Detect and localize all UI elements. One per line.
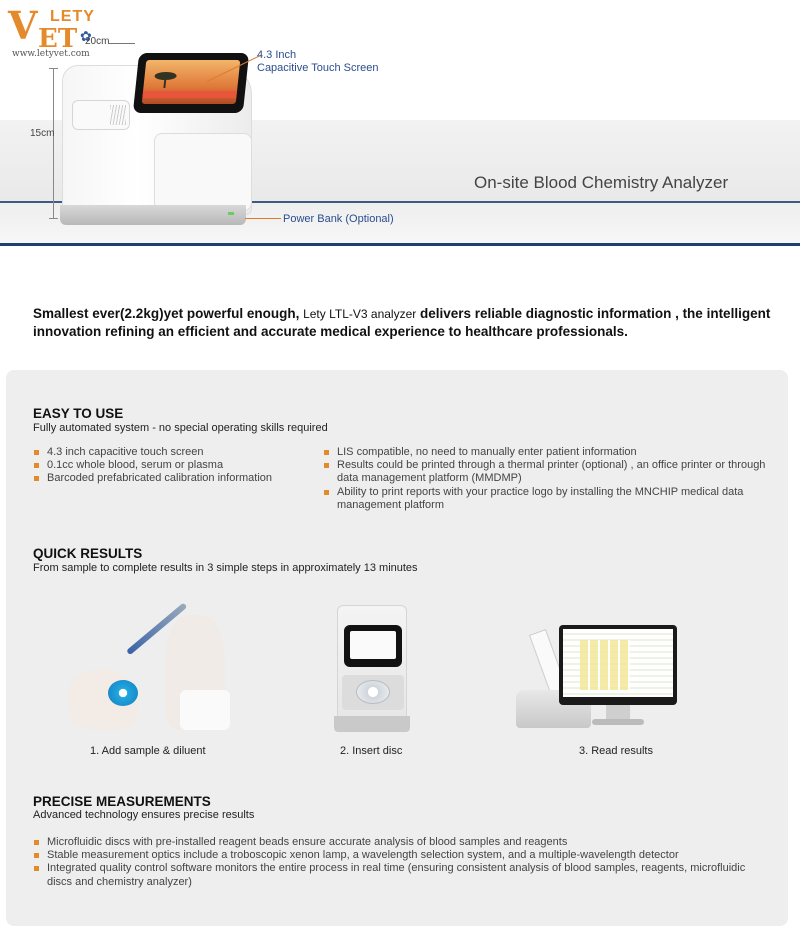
list-item: LIS compatible, no need to manually enter patient information xyxy=(323,446,768,459)
precise-measurements-subtitle: Advanced technology ensures precise results xyxy=(33,809,255,821)
intro-paragraph xyxy=(33,305,773,340)
reagent-disc xyxy=(108,680,138,706)
power-led xyxy=(228,212,234,215)
hero-banner xyxy=(0,0,800,250)
logo-url: www.letyvet.com xyxy=(12,49,90,59)
page-title: On-site Blood Chemistry Analyzer xyxy=(474,173,729,192)
list-item: 0.1cc whole blood, serum or plasma xyxy=(33,459,303,472)
step-3-caption: 3. Read results xyxy=(579,745,653,757)
power-bank-base xyxy=(60,205,246,225)
results-table-graphic xyxy=(580,640,630,690)
height-dimension-label: 15cm xyxy=(30,128,55,139)
analyzer-door xyxy=(154,133,252,211)
analyzer-product-image xyxy=(60,55,260,235)
analyzer-base-small xyxy=(334,716,410,732)
analyzer-touch-screen xyxy=(142,60,241,104)
height-dimension-tick xyxy=(49,218,58,219)
screen-callout xyxy=(257,49,378,75)
height-dimension-line xyxy=(53,68,54,218)
quick-results-heading: QUICK RESULTS xyxy=(33,546,143,561)
list-item: Results could be printed through a thermal printer (optional) , an office printer or through data management platform (MMDMP) xyxy=(323,459,768,485)
height-dimension-tick xyxy=(49,68,58,69)
list-item: Microfluidic discs with pre-installed reagent beads ensure accurate analysis of blood samples and reagents xyxy=(33,836,773,849)
precise-measurements-list xyxy=(33,836,773,889)
paw-icon: ✿ xyxy=(80,28,92,44)
width-dimension-line xyxy=(109,43,135,44)
easy-to-use-heading: EASY TO USE xyxy=(33,406,124,421)
inserted-disc xyxy=(356,680,390,704)
screen-status-strip xyxy=(142,91,237,98)
quick-results-subtitle: From sample to complete results in 3 simple steps in approximately 13 minutes xyxy=(33,562,418,574)
width-dimension-label: 20cm xyxy=(85,36,110,47)
intro-text-part2: delivers reliable diagnostic information , the intelligent innovation refining an efficient and accurate medical experience to healthcare professionals. xyxy=(33,306,771,339)
list-item: Barcoded prefabricated calibration information xyxy=(33,472,303,485)
monitor-foot xyxy=(592,719,644,725)
power-callout-line xyxy=(245,218,281,219)
analyzer-vent xyxy=(110,105,126,125)
easy-to-use-subtitle: Fully automated system - no special operating skills required xyxy=(33,422,328,434)
monitor-stand xyxy=(606,705,630,719)
step-2-caption: 2. Insert disc xyxy=(340,745,403,757)
list-item: 4.3 inch capacitive touch screen xyxy=(33,446,303,459)
screen-tree-trunk xyxy=(163,78,166,88)
logo-lety-text: LETY xyxy=(50,8,95,25)
list-item: Stable measurement optics include a troboscopic xenon lamp, a wavelength selection system, and a multiple-wavelength detector xyxy=(33,849,773,862)
logo-letters-et: ET xyxy=(38,24,78,54)
lab-coat-sleeve xyxy=(180,690,230,730)
power-bank-callout: Power Bank (Optional) xyxy=(283,213,394,225)
hero-divider-bottom xyxy=(0,243,800,246)
intro-brand-name: Lety LTL-V3 analyzer xyxy=(303,307,417,321)
step-1-caption: 1. Add sample & diluent xyxy=(90,745,206,757)
intro-text-part1: Smallest ever(2.2kg)yet powerful enough, xyxy=(33,306,304,321)
logo-letter-v: V xyxy=(8,3,38,48)
easy-to-use-list-left xyxy=(33,446,303,486)
easy-to-use-list-right xyxy=(323,446,768,512)
screen-callout-line2: Capacitive Touch Screen xyxy=(257,62,379,74)
analyzer-screen-display xyxy=(350,631,396,659)
list-item: Integrated quality control software monitors the entire process in real time (ensuring consistent analysis of blood samples, reagents, microfluidic discs and chemistry analyzer) xyxy=(33,862,773,888)
precise-measurements-heading: PRECISE MEASUREMENTS xyxy=(33,794,211,809)
screen-callout-line1: 4.3 Inch xyxy=(257,49,297,61)
list-item: Ability to print reports with your practice logo by installing the MNCHIP medical data management platform xyxy=(323,486,768,512)
